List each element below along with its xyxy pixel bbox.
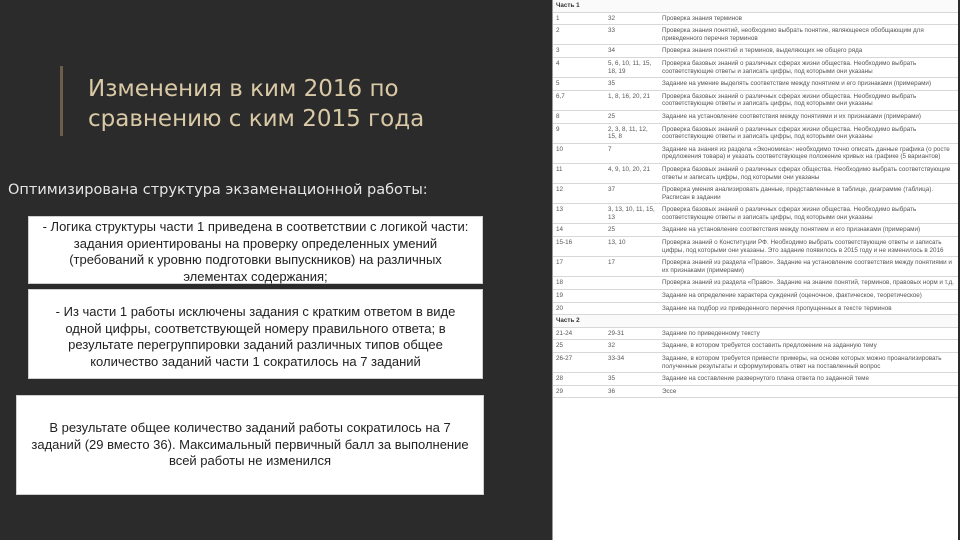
task-description: Задание на установление соответствия между понятием и его признаками (примерами) (659, 224, 958, 237)
task-description: Проверка базовых знаний о различных сферах жизни общества. Необходимо выбрать соответствующие ответы и записать цифры, под которыми они указаны (659, 123, 958, 143)
task-number-2015: 29-31 (605, 327, 659, 340)
task-description: Проверка знаний о Конституции РФ. Необходимо выбрать соответствующие ответы и записать цифры, под которыми они указаны. Это задание появилось в 2015 году и не изменилось в 2016 (659, 237, 958, 257)
task-number-2015: 2, 3, 8, 11, 12, 15, 8 (605, 123, 659, 143)
task-description: Проверка знания понятий, необходимо выбрать понятие, являющееся обобщающим для приведенного перечня терминов (659, 25, 958, 45)
table-row (553, 340, 958, 353)
task-number-2016: 18 (553, 277, 605, 290)
task-number-2015: 35 (605, 78, 659, 91)
comparison-table (553, 0, 958, 398)
text-box-excluded-tasks: - Из части 1 работы исключены задания с кратким ответом в виде одной цифры, соответствующей номеру правильного ответа; в результате перегруппировки заданий различных типов общее количество заданий части 1 сократилось на 7 заданий (28, 289, 483, 379)
task-description: Проверка знаний из раздела «Право». Задание на установление соответствия между понятиями и их признаками (примерами) (659, 257, 958, 277)
task-number-2015: 37 (605, 184, 659, 204)
table-row (553, 110, 958, 123)
task-number-2016: 10 (553, 143, 605, 163)
task-description: Задание, в котором требуется привести примеры, на основе которых можно проанализировать полученные результаты и сформулировать ответ на поставленный вопрос (659, 353, 958, 373)
task-number-2015: 35 (605, 373, 659, 386)
task-number-2015 (605, 302, 659, 315)
task-number-2015: 1, 8, 16, 20, 21 (605, 90, 659, 110)
task-number-2016: 28 (553, 373, 605, 386)
task-number-2016: 29 (553, 385, 605, 398)
task-number-2016: 26-27 (553, 353, 605, 373)
task-description: Задание на определение характера суждений (оценочное, фактическое, теоретическое) (659, 290, 958, 303)
table-row (553, 385, 958, 398)
table-row (553, 78, 958, 91)
task-number-2015: 5, 6, 10, 11, 15, 18, 19 (605, 57, 659, 77)
task-number-2016: 17 (553, 257, 605, 277)
task-description: Задание на установление соответствия между понятиями и их признаками (примерами) (659, 110, 958, 123)
section-label: Часть 2 (553, 315, 958, 328)
section-label: Часть 1 (553, 0, 958, 12)
task-number-2016: 13 (553, 204, 605, 224)
task-description: Проверка знания понятий и терминов, выделяющих не общего ряда (659, 45, 958, 58)
task-number-2015: 33-34 (605, 353, 659, 373)
task-number-2015: 7 (605, 143, 659, 163)
table-row (553, 224, 958, 237)
table-row (553, 302, 958, 315)
table-row (553, 57, 958, 77)
task-number-2015: 3, 13, 10, 11, 15, 13 (605, 204, 659, 224)
table-row (553, 237, 958, 257)
task-description: Задание на подбор из приведенного перечня пропущенных в тексте терминов (659, 302, 958, 315)
table-row (553, 163, 958, 183)
table-row (553, 45, 958, 58)
task-description: Задание на составление развернутого плана ответа по заданной теме (659, 373, 958, 386)
task-number-2016: 5 (553, 78, 605, 91)
task-number-2015 (605, 290, 659, 303)
task-description: Проверка базовых знаний о различных сферах жизни общества. Необходимо выбрать соответствующие ответы и записать цифры, под которыми они указаны (659, 204, 958, 224)
task-number-2015: 34 (605, 45, 659, 58)
task-number-2016: 2 (553, 25, 605, 45)
table-row (553, 143, 958, 163)
task-number-2016: 25 (553, 340, 605, 353)
title-accent-bar (60, 66, 63, 136)
table-row (553, 373, 958, 386)
task-number-2016: 14 (553, 224, 605, 237)
task-description: Задание на умение выделять соответствие между понятием и его признаками (примерами) (659, 78, 958, 91)
task-number-2016: 9 (553, 123, 605, 143)
task-number-2015: 25 (605, 224, 659, 237)
task-number-2016: 20 (553, 302, 605, 315)
task-description: Эссе (659, 385, 958, 398)
task-number-2016: 3 (553, 45, 605, 58)
task-number-2016: 15-16 (553, 237, 605, 257)
task-number-2015: 17 (605, 257, 659, 277)
table-row (553, 123, 958, 143)
table-row (553, 204, 958, 224)
comparison-table-image (552, 0, 958, 540)
task-number-2016: 6,7 (553, 90, 605, 110)
slide-subtitle: Оптимизирована структура экзаменационной работы: (8, 182, 428, 198)
task-description: Проверка знаний из раздела «Право». Задание на знание понятий, терминов, правовых норм и т.д. (659, 277, 958, 290)
table-row (553, 184, 958, 204)
slide-title: Изменения в ким 2016 по сравнению с ким 2015 года (88, 76, 425, 132)
task-number-2016: 11 (553, 163, 605, 183)
table-row (553, 12, 958, 25)
task-number-2015 (605, 277, 659, 290)
task-number-2015: 33 (605, 25, 659, 45)
task-description: Проверка базовых знаний о различных сферах общества. Необходимо выбрать соответствующие ответы и записать цифры, под которыми они указаны (659, 163, 958, 183)
table-section-row (553, 0, 958, 12)
task-number-2016: 4 (553, 57, 605, 77)
task-number-2015: 13, 10 (605, 237, 659, 257)
task-description: Проверка базовых знаний о различных сферах жизни общества. Необходимо выбрать соответствующие ответы и записать цифры, под которыми они указаны (659, 90, 958, 110)
text-box-logic: - Логика структуры части 1 приведена в соответствии с логикой части: задания ориентированы на проверку определенных умений (требований к уровню подготовки выпускников) на различных элементах содержания; (28, 216, 483, 284)
table-row (553, 90, 958, 110)
text-box-result: В результате общее количество заданий работы сократилось на 7 заданий (29 вместо 36). Максимальный первичный балл за выполнение всей работы не изменился (16, 395, 484, 495)
task-description: Проверка умения анализировать данные, представленные в таблице, диаграмме (таблица). Расписан в задании (659, 184, 958, 204)
table-row (553, 25, 958, 45)
table-row (553, 277, 958, 290)
task-description: Задание на знания из раздела «Экономика»: необходимо точно описать данные графика (о росте предложения товара) и указать соответствующее положение кривых на графике (5 вариантов) (659, 143, 958, 163)
table-row (553, 257, 958, 277)
task-number-2015: 32 (605, 12, 659, 25)
table-row (553, 353, 958, 373)
task-number-2015: 25 (605, 110, 659, 123)
task-description: Задание по приведенному тексту (659, 327, 958, 340)
task-number-2016: 12 (553, 184, 605, 204)
task-description: Проверка знания терминов (659, 12, 958, 25)
task-number-2016: 19 (553, 290, 605, 303)
table-row (553, 290, 958, 303)
task-number-2015: 32 (605, 340, 659, 353)
task-number-2016: 8 (553, 110, 605, 123)
task-number-2015: 4, 9, 10, 20, 21 (605, 163, 659, 183)
table-row (553, 327, 958, 340)
task-description: Проверка базовых знаний о различных сферах жизни общества. Необходимо выбрать соответствующие ответы и записать цифры, под которыми они указаны (659, 57, 958, 77)
task-description: Задание, в котором требуется составить предложение на заданную тему (659, 340, 958, 353)
task-number-2015: 36 (605, 385, 659, 398)
table-section-row (553, 315, 958, 328)
task-number-2016: 1 (553, 12, 605, 25)
task-number-2016: 21-24 (553, 327, 605, 340)
